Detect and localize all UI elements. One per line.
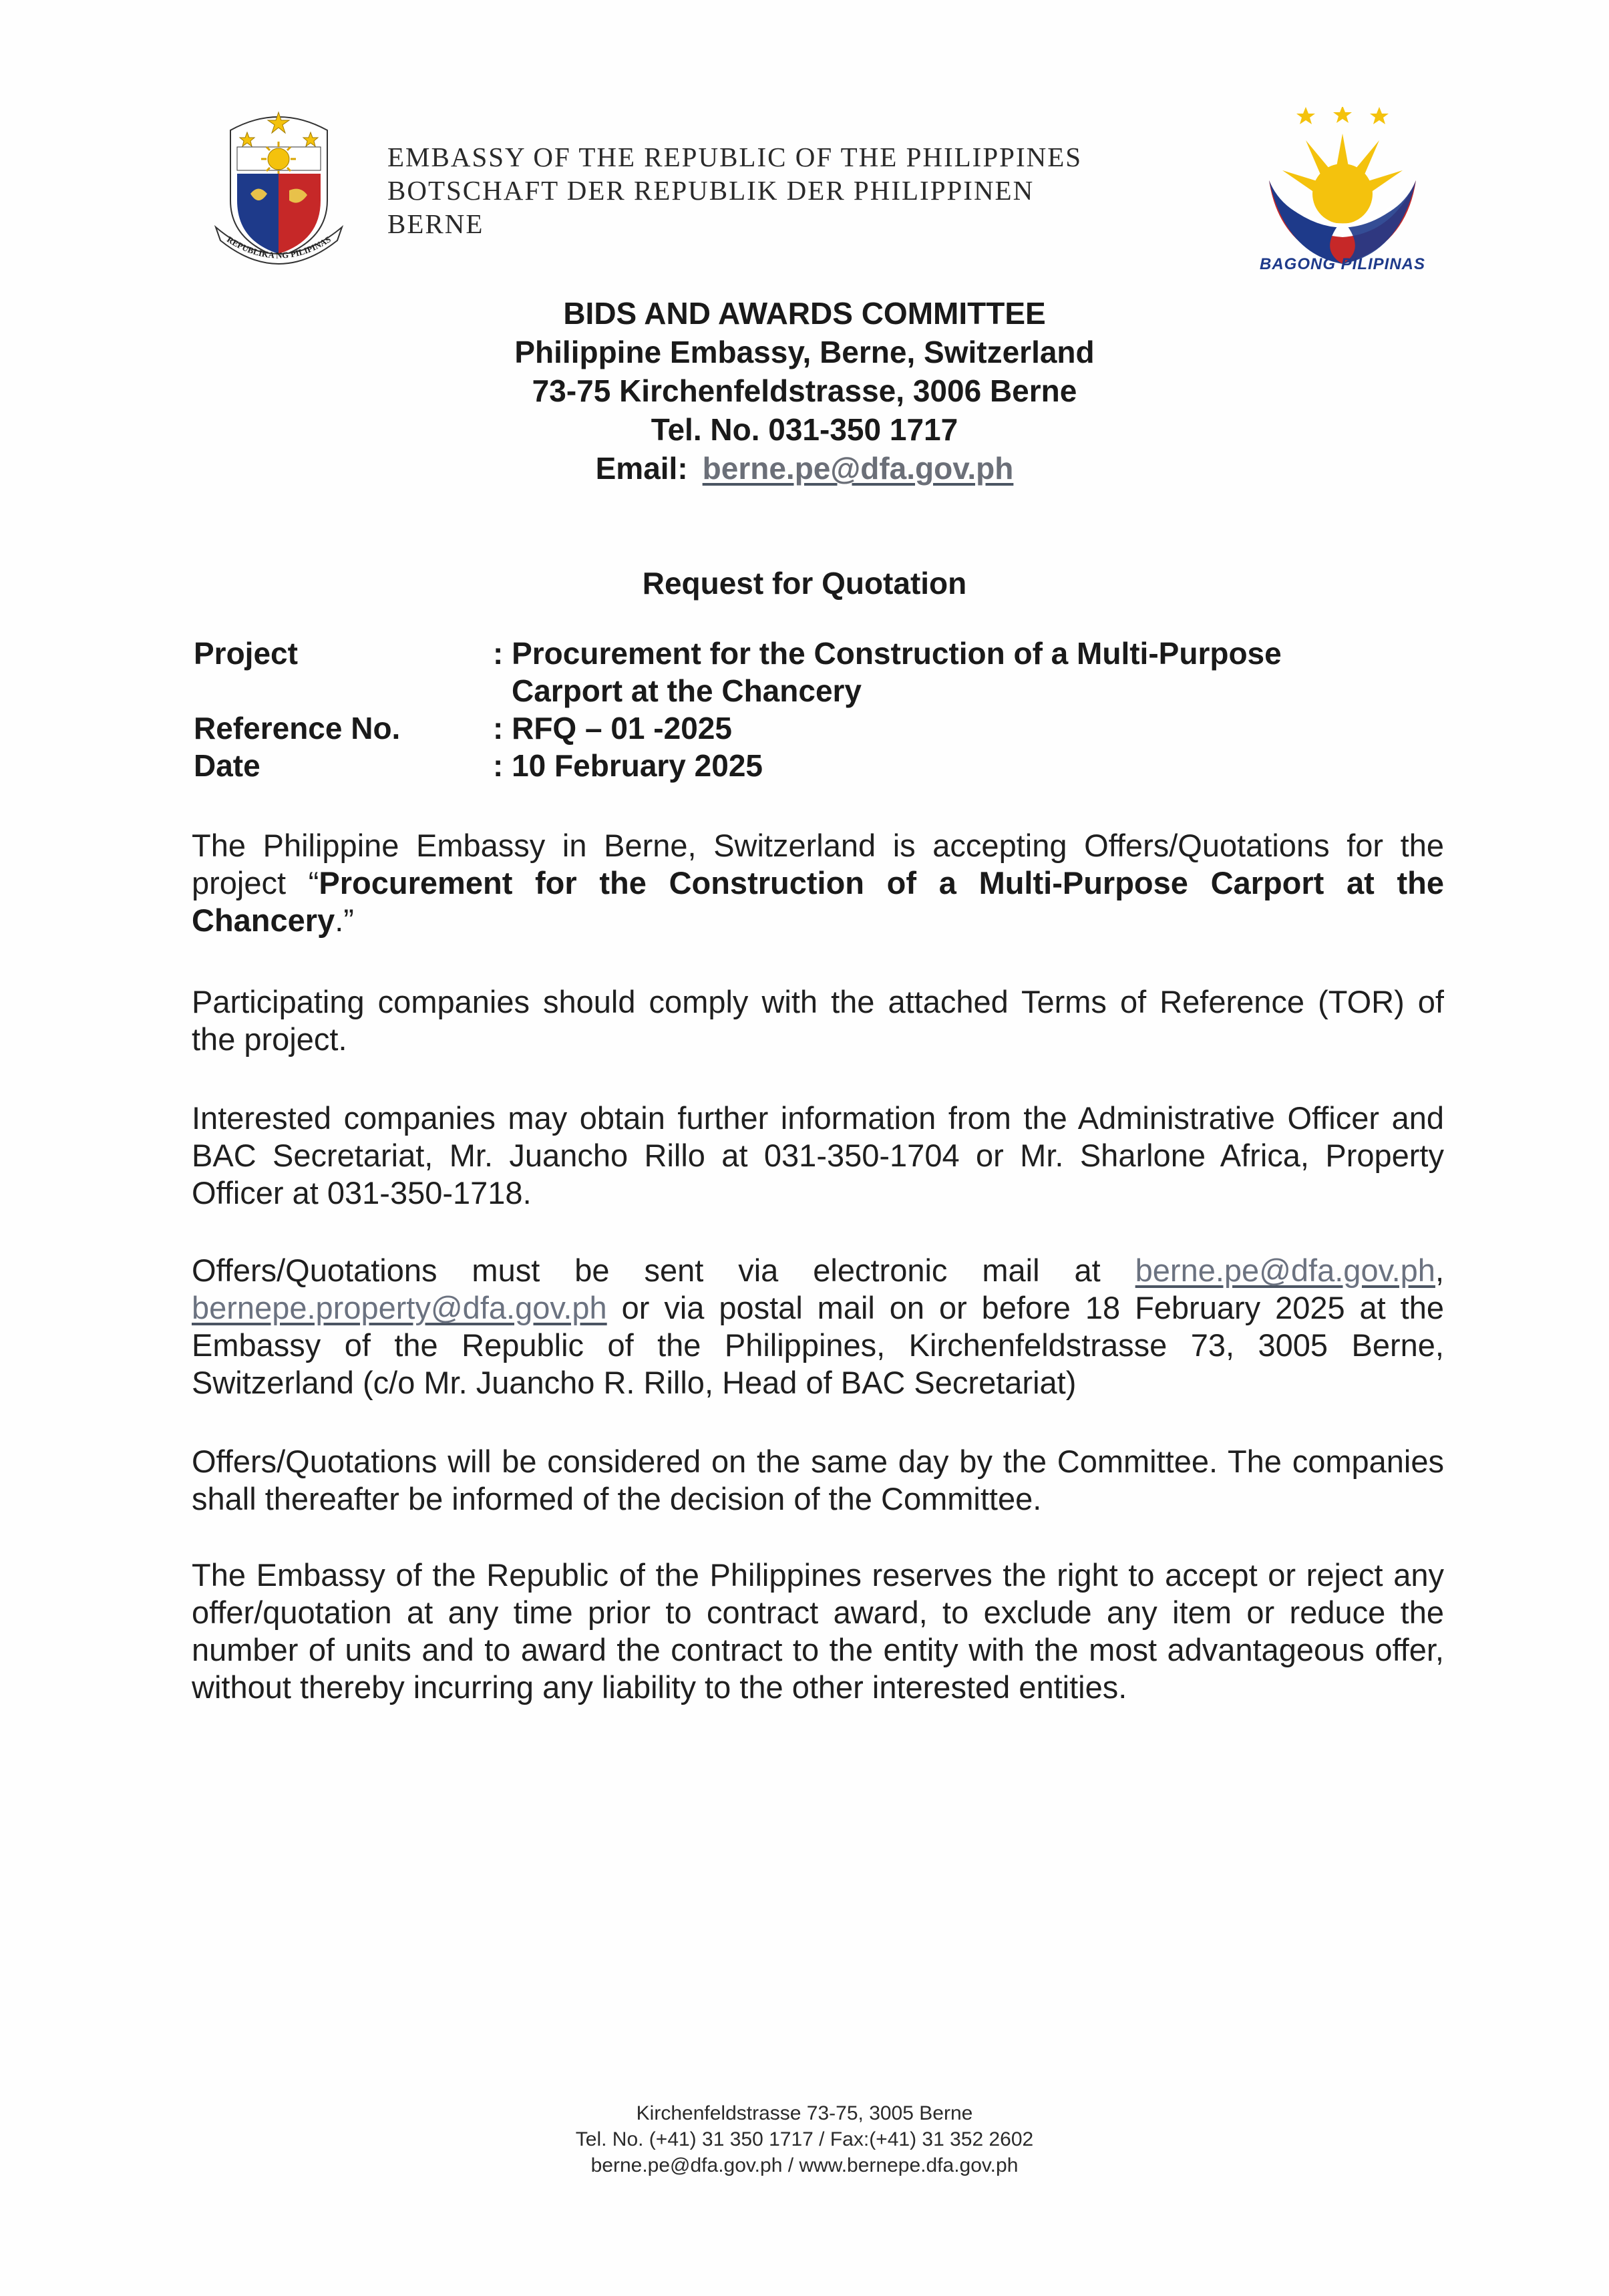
submission-email-link-1[interactable]: berne.pe@dfa.gov.ph <box>1135 1253 1435 1288</box>
footer-web: berne.pe@dfa.gov.ph / www.bernepe.dfa.gov.ph <box>590 2154 1019 2176</box>
project-value <box>493 635 1282 709</box>
project-value-line-1: : Procurement for the Construction of a Multi-Purpose <box>493 636 1282 671</box>
footer-phone: Tel. No. (+41) 31 350 1717 / Fax:(+41) 31 352 2602 <box>575 2128 1034 2150</box>
reference-label: Reference No. <box>194 711 401 746</box>
embassy-letterhead <box>387 140 1082 240</box>
embassy-city: BERNE <box>387 208 484 239</box>
bagong-pilipinas-logo-icon <box>1239 107 1446 281</box>
committee-title: BIDS AND AWARDS COMMITTEE <box>563 296 1046 331</box>
committee-email-line <box>0 449 1609 488</box>
page-footer <box>0 2100 1609 2178</box>
submission-email-link-2[interactable]: bernepe.property@dfa.gov.ph <box>192 1290 607 1325</box>
paragraph-submission <box>192 1252 1444 1402</box>
committee-address: 73-75 Kirchenfeldstrasse, 3006 Berne <box>532 373 1077 408</box>
project-label: Project <box>194 636 298 671</box>
paragraph-contacts: Interested companies may obtain further information from the Administrative Officer and BAC Secretariat, Mr. Juancho Rillo at 031-350-1704 or Mr. Sharlone Africa, Property Officer at 031-350-1718. <box>192 1100 1444 1210</box>
intro-text: The Philippine Embassy in Berne, Switzerland is accepting Offers/Quotations for the project “ <box>192 828 1444 900</box>
submission-text: Offers/Quotations must be sent via electronic mail at <box>192 1253 1135 1288</box>
submission-separator: , <box>1435 1253 1444 1288</box>
document-title: Request for Quotation <box>642 566 967 601</box>
committee-tel: Tel. No. 031-350 1717 <box>651 412 958 447</box>
bagong-pilipinas-label: BAGONG PILIPINAS <box>1259 255 1426 273</box>
committee-email-link[interactable]: berne.pe@dfa.gov.ph <box>702 451 1014 486</box>
committee-header <box>0 294 1609 488</box>
intro-project-name: Procurement for the Construction of a Multi-Purpose Carport at the Chancery <box>192 865 1445 938</box>
philippine-seal-icon <box>204 107 354 271</box>
reference-value: : RFQ – 01 -2025 <box>493 711 732 746</box>
intro-closing: .” <box>335 903 354 938</box>
embassy-name-en: EMBASSY OF THE REPUBLIC OF THE PHILIPPINES <box>387 142 1083 172</box>
committee-embassy: Philippine Embassy, Berne, Switzerland <box>514 335 1095 369</box>
project-value-line-2: Carport at the Chancery <box>512 673 862 708</box>
paragraph-tor: Participating companies should comply with the attached Terms of Reference (TOR) of the project. <box>192 984 1444 1057</box>
paragraph-reservation: The Embassy of the Republic of the Philippines reserves the right to accept or reject any offer/quotation at any time prior to contract award, to exclude any item or reduce the number of units and to award the contract to the entity with the most advantageous offer, without thereby incurring any liability to the other interested entities. <box>192 1557 1444 1705</box>
email-label: Email: <box>595 451 688 486</box>
embassy-name-de: BOTSCHAFT DER REPUBLIK DER PHILIPPINEN <box>387 175 1035 206</box>
paragraph-consideration: Offers/Quotations will be considered on the same day by the Committee. The companies shall thereafter be informed of the decision of the Committee. <box>192 1444 1444 1516</box>
paragraph-intro <box>192 827 1444 939</box>
svg-text:REPUBLIKA NG PILIPINAS: REPUBLIKA NG PILIPINAS <box>225 234 333 261</box>
submission-details: or via postal mail on or before 18 February 2025 at the Embassy of the Republic of the Philippines, Kirchenfeldstrasse 73, 3005 Berne, Switzerland (c/o Mr. Juancho R. Rillo, Head of BAC Secretariat) <box>192 1290 1444 1400</box>
footer-address: Kirchenfeldstrasse 73-75, 3005 Berne <box>636 2102 973 2124</box>
date-value: : 10 February 2025 <box>493 748 763 783</box>
date-label: Date <box>194 748 260 783</box>
